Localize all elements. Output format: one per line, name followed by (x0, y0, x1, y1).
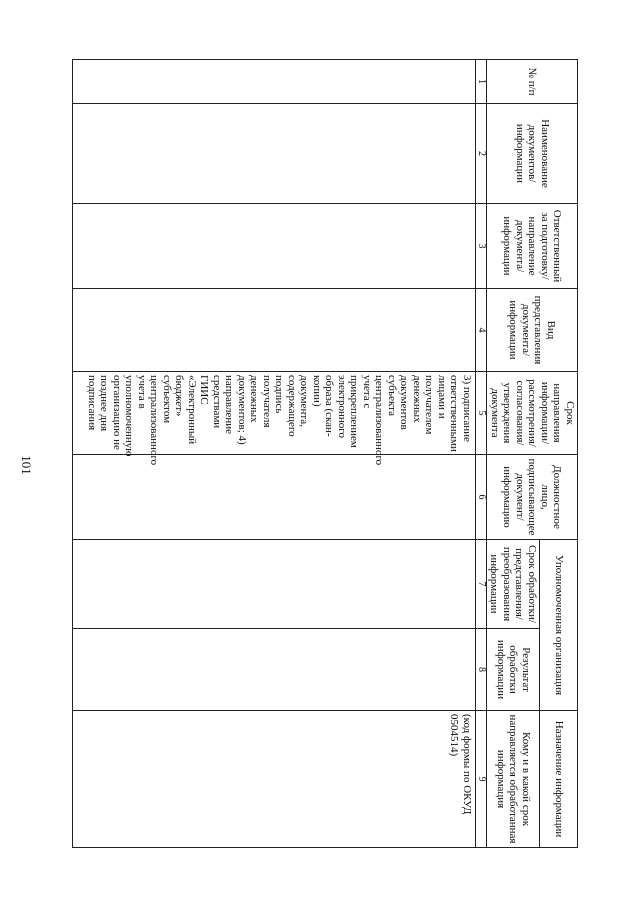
rotated-table-container (72, 59, 578, 847)
header-name: Наименование документов/ информации (487, 104, 578, 204)
header-deadline: Срок направления информации/ рассмотрения/ согласования/ утверждения документа (487, 372, 578, 455)
column-number: 6 (476, 455, 487, 540)
column-number: 8 (476, 629, 487, 711)
header-authorized-organization: Уполномоченная организация (540, 540, 578, 711)
header-processing-result: Результат обработки информации (487, 629, 540, 711)
cell-deadline-text: 3) подписание ответственными лицами и получателем денежных документов субъекта централизованного учета с прикреплением электронного образа (скан-копии) документа, содержащего подпись получателя денежных документов; 4) направление средствами ГИИС «Электронный бюджет» субъектом централизованного учета в уполномоченную организацию не позднее дня подписания (86, 375, 473, 466)
cell-destination (73, 711, 476, 848)
document-table (72, 59, 578, 848)
column-number: 5 (476, 372, 487, 455)
cell-num (73, 60, 476, 104)
page-number: 101 (19, 455, 34, 475)
column-number: 1 (476, 60, 487, 104)
cell-processing-result (73, 629, 476, 711)
cell-name (73, 104, 476, 204)
table-row (73, 60, 476, 848)
column-number-row (476, 60, 487, 848)
cell-deadline (73, 372, 476, 466)
column-number: 4 (476, 289, 487, 372)
header-responsible: Ответственный за подготовку/ направление документа/ информации (487, 204, 578, 289)
header-destination: Кому и в какой срок направляется обработанная информация (487, 711, 540, 848)
cell-destination-text: (код формы по ОКУД 0504514) (448, 714, 473, 815)
header-processing-term: Срок обработки/ представления/ преобразования информации (487, 540, 540, 629)
header-num: № п/п (487, 60, 578, 104)
header-destination-group: Назначение информации (540, 711, 578, 848)
header-kind: Вид представления документа/ информации (487, 289, 578, 372)
column-number: 2 (476, 104, 487, 204)
header-official: Должностное лицо, подписывающее документ/ информацию (487, 455, 578, 540)
header-row-top (540, 60, 578, 848)
cell-responsible (73, 204, 476, 289)
column-number: 3 (476, 204, 487, 289)
cell-official (73, 455, 476, 540)
cell-processing-term (73, 540, 476, 629)
column-number: 7 (476, 540, 487, 629)
cell-kind (73, 289, 476, 372)
column-number: 9 (476, 711, 487, 848)
